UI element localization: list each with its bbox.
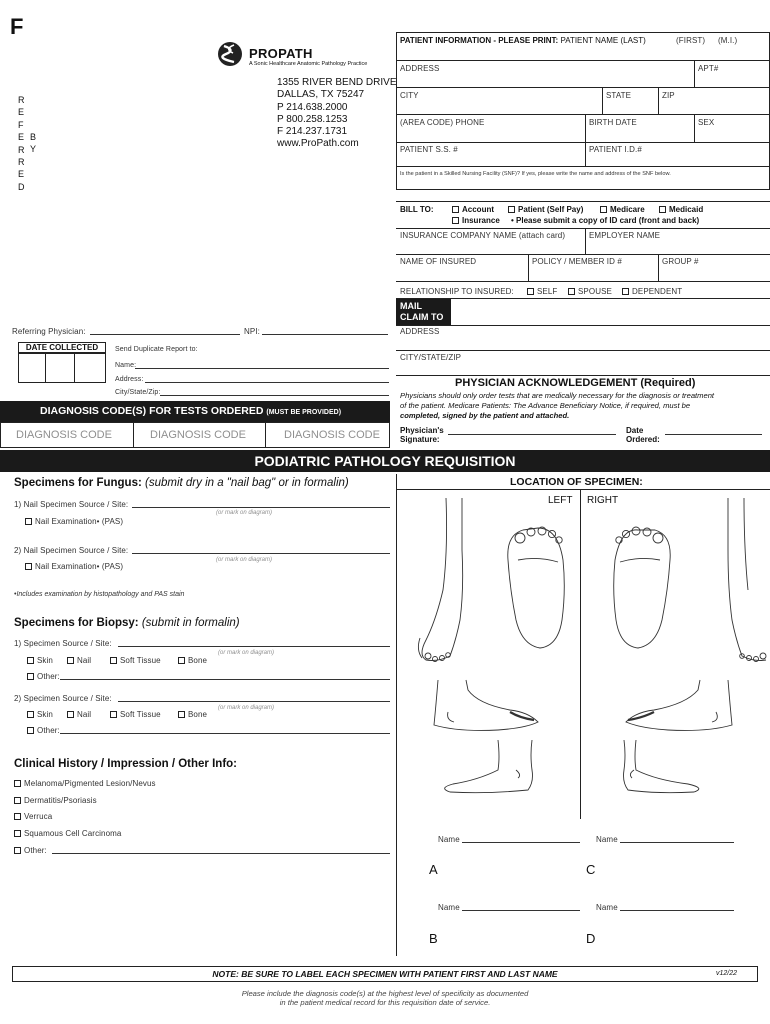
checkbox[interactable] xyxy=(14,797,21,804)
clinical-melanoma-option[interactable]: Melanoma/Pigmented Lesion/Nevus xyxy=(14,779,156,788)
clinical-other-option[interactable]: Other: xyxy=(14,846,47,855)
checkbox[interactable] xyxy=(27,727,34,734)
bill-medicare-option[interactable]: Medicare xyxy=(600,205,645,214)
form-letter: F xyxy=(10,14,24,39)
checkbox[interactable] xyxy=(67,711,74,718)
biopsy-2-other-line[interactable] xyxy=(60,733,390,734)
checkbox[interactable] xyxy=(508,206,515,213)
checkbox[interactable] xyxy=(110,657,117,664)
date-ordered-line[interactable] xyxy=(665,434,762,435)
clinical-scc-option[interactable]: Squamous Cell Carcinoma xyxy=(14,829,121,838)
insured-name-field[interactable]: NAME OF INSURED xyxy=(400,257,477,266)
fungus-source-2-label: 2) Nail Specimen Source / Site: xyxy=(14,546,129,555)
version-label: v12/22 xyxy=(716,970,738,977)
checkbox[interactable] xyxy=(452,217,459,224)
checkbox[interactable] xyxy=(110,711,117,718)
name-a-line[interactable] xyxy=(462,842,580,843)
checkbox[interactable] xyxy=(27,711,34,718)
signature-line[interactable] xyxy=(448,434,616,435)
diagnosis-code-2[interactable]: DIAGNOSIS CODE xyxy=(150,429,246,441)
policy-id-field[interactable]: POLICY / MEMBER ID # xyxy=(532,257,622,266)
fungus-footnote: •Includes examination by histopathology and PAS stain xyxy=(14,591,185,598)
bill-to-row: BILL TO: xyxy=(400,205,434,214)
biopsy-2-soft-tissue-option[interactable]: Soft Tissue xyxy=(110,710,161,719)
biopsy-2-bone-option[interactable]: Bone xyxy=(178,710,207,719)
name-c-label: Name xyxy=(596,835,618,844)
clinical-title: Clinical History / Impression / Other Info: xyxy=(14,758,238,770)
biopsy-1-soft-tissue-option[interactable]: Soft Tissue xyxy=(110,656,161,665)
biopsy-1-other-option[interactable]: Other: xyxy=(27,672,60,681)
insurance-company-field[interactable]: INSURANCE COMPANY NAME (attach card) xyxy=(400,231,566,240)
checkbox[interactable] xyxy=(14,780,21,787)
relationship-self-option[interactable]: SELF xyxy=(527,287,557,296)
mi-label: (M.I.) xyxy=(718,36,738,45)
specimen-d-label: D xyxy=(586,931,596,946)
checkbox[interactable] xyxy=(14,830,21,837)
npi-label: NPI: xyxy=(244,327,260,336)
ack-text: Physicians should only order tests that are medically necessary for the diagnosis or treatment of the patient. Medicare Patients: The Advance Beneficiary Notice, if required, must be completed, signed by the patient and attached. xyxy=(400,391,715,420)
snf-question: Is the patient in a Skilled Nursing Facility (SNF)? If yes, please write the name and address of the SNF below. xyxy=(400,171,671,177)
clinical-other-line[interactable] xyxy=(52,853,390,854)
ack-title: PHYSICIAN ACKNOWLEDGEMENT (Required) xyxy=(455,377,696,389)
clinical-dermatitis-option[interactable]: Dermatitis/Psoriasis xyxy=(14,796,97,805)
requisition-title: PODIATRIC PATHOLOGY REQUISITION xyxy=(0,450,770,472)
specimen-c-label: C xyxy=(586,862,596,877)
specimen-a-label: A xyxy=(429,862,438,877)
city-field[interactable]: CITY xyxy=(400,91,419,100)
footer-diag-note: Please include the diagnosis code(s) at the highest level of specificity as documented in the patient medical record for this requisition date of service. xyxy=(241,989,529,1007)
name-b-label: Name xyxy=(438,903,460,912)
group-field[interactable]: GROUP # xyxy=(662,257,699,266)
relationship-spouse-option[interactable]: SPOUSE xyxy=(568,287,612,296)
biopsy-2-nail-option[interactable]: Nail xyxy=(67,710,91,719)
name-d-line[interactable] xyxy=(620,910,734,911)
diagnosis-header: DIAGNOSIS CODE(S) FOR TESTS ORDERED (MUST BE PROVIDED) xyxy=(0,401,390,422)
right-label: RIGHT xyxy=(587,495,619,506)
phone-field[interactable]: (AREA CODE) PHONE xyxy=(400,118,485,127)
biopsy-source-2-label: 2) Specimen Source / Site: xyxy=(14,694,112,703)
bill-account-option[interactable]: Account xyxy=(452,205,494,214)
biopsy-1-skin-option[interactable]: Skin xyxy=(27,656,53,665)
checkbox[interactable] xyxy=(14,847,21,854)
fungus-source-2-line[interactable] xyxy=(132,553,390,554)
bill-insurance-option[interactable]: Insurance xyxy=(452,216,500,225)
insurance-note: • Please submit a copy of ID card (front and back) xyxy=(511,216,700,225)
fungus-mark-hint-2: (or mark on diagram) xyxy=(216,557,273,563)
name-d-label: Name xyxy=(596,903,618,912)
biopsy-1-nail-option[interactable]: Nail xyxy=(67,656,91,665)
dup-city-label: City/State/Zip: xyxy=(115,389,161,396)
referring-physician-label: Referring Physician: xyxy=(12,327,86,336)
dup-city-line[interactable] xyxy=(160,395,389,396)
biopsy-1-other-line[interactable] xyxy=(60,679,390,680)
date-ordered-label: Date Ordered: xyxy=(626,426,660,444)
state-field[interactable]: STATE xyxy=(606,91,632,100)
patient-name-label[interactable]: PATIENT INFORMATION - PLEASE PRINT: PATIENT NAME (LAST) xyxy=(400,36,646,45)
fungus-title: Specimens for Fungus: (submit dry in a "nail bag" or in formalin) xyxy=(14,477,349,489)
location-title: LOCATION OF SPECIMEN: xyxy=(510,476,643,488)
signature-label: Physician's Signature: xyxy=(400,426,444,444)
relationship-label: RELATIONSHIP TO INSURED: xyxy=(400,287,514,296)
nail-exam-1-option[interactable]: Nail Examination• (PAS) xyxy=(25,517,123,526)
biopsy-source-1-line[interactable] xyxy=(118,646,390,647)
lab-tagline: A Sonic Healthcare Anatomic Pathology Practice xyxy=(249,61,368,67)
checkbox[interactable] xyxy=(600,206,607,213)
zip-field[interactable]: ZIP xyxy=(662,91,675,100)
lab-name: PROPATH xyxy=(249,46,313,61)
biopsy-title: Specimens for Biopsy: (submit in formalin) xyxy=(14,617,240,629)
sex-field[interactable]: SEX xyxy=(698,118,715,127)
claim-city-field[interactable]: CITY/STATE/ZIP xyxy=(400,353,462,362)
send-duplicate-label: Send Duplicate Report to: xyxy=(115,346,198,353)
foot-diagram[interactable] xyxy=(398,490,768,820)
address-field[interactable]: ADDRESS xyxy=(400,64,440,73)
name-a-label: Name xyxy=(438,835,460,844)
apt-field[interactable]: APT# xyxy=(698,64,719,73)
name-c-line[interactable] xyxy=(620,842,734,843)
fungus-source-1-line[interactable] xyxy=(132,507,390,508)
checkbox[interactable] xyxy=(14,813,21,820)
diagnosis-code-1[interactable]: DIAGNOSIS CODE xyxy=(16,429,112,441)
bill-self-pay-option[interactable]: Patient (Self Pay) xyxy=(508,205,583,214)
claim-address-field[interactable]: ADDRESS xyxy=(400,327,440,336)
employer-field[interactable]: EMPLOYER NAME xyxy=(589,231,661,240)
checkbox[interactable] xyxy=(527,288,534,295)
checkbox[interactable] xyxy=(568,288,575,295)
biopsy-2-skin-option[interactable]: Skin xyxy=(27,710,53,719)
relationship-dependent-option[interactable]: DEPENDENT xyxy=(622,287,682,296)
ssn-field[interactable]: PATIENT S.S. # xyxy=(400,145,458,154)
patient-id-field[interactable]: PATIENT I.D.# xyxy=(589,145,642,154)
biopsy-mark-hint-2: (or mark on diagram) xyxy=(218,705,275,711)
checkbox[interactable] xyxy=(67,657,74,664)
dup-address-label: Address: xyxy=(115,376,144,383)
dup-address-line[interactable] xyxy=(145,382,389,383)
fungus-mark-hint-1: (or mark on diagram) xyxy=(216,510,273,516)
date-collected-boxes[interactable] xyxy=(18,353,106,383)
referring-physician-line[interactable] xyxy=(90,334,240,335)
checkbox[interactable] xyxy=(659,206,666,213)
biopsy-2-other-option[interactable]: Other: xyxy=(27,726,60,735)
referred-label: R E F E R R E D xyxy=(18,95,25,192)
checkbox[interactable] xyxy=(622,288,629,295)
checkbox[interactable] xyxy=(25,518,32,525)
nail-exam-2-option[interactable]: Nail Examination• (PAS) xyxy=(25,562,123,571)
checkbox[interactable] xyxy=(178,711,185,718)
diagnosis-code-3[interactable]: DIAGNOSIS CODE xyxy=(284,429,380,441)
propath-logo-icon xyxy=(218,40,242,68)
fungus-source-1-label: 1) Nail Specimen Source / Site: xyxy=(14,500,129,509)
biopsy-source-2-line[interactable] xyxy=(118,701,390,702)
specimen-b-label: B xyxy=(429,931,438,946)
dup-name-label: Name: xyxy=(115,362,137,369)
footer-note: NOTE: BE SURE TO LABEL EACH SPECIMEN WITH PATIENT FIRST AND LAST NAME xyxy=(212,969,558,979)
checkbox[interactable] xyxy=(27,673,34,680)
lab-address: 1355 RIVER BEND DRIVE DALLAS, TX 75247 P 214.638.2000 P 800.258.1253 F 214.237.1731 www.ProPath.com xyxy=(277,77,397,150)
npi-line[interactable] xyxy=(262,334,388,335)
biopsy-1-bone-option[interactable]: Bone xyxy=(178,656,207,665)
checkbox[interactable] xyxy=(25,563,32,570)
left-label: LEFT xyxy=(548,495,573,506)
by-label: B Y xyxy=(30,132,37,155)
birth-date-field[interactable]: BIRTH DATE xyxy=(589,118,637,127)
checkbox[interactable] xyxy=(452,206,459,213)
checkbox[interactable] xyxy=(178,657,185,664)
biopsy-mark-hint-1: (or mark on diagram) xyxy=(218,650,275,656)
bill-medicaid-option[interactable]: Medicaid xyxy=(659,205,703,214)
clinical-verruca-option[interactable]: Verruca xyxy=(14,812,52,821)
biopsy-source-1-label: 1) Specimen Source / Site: xyxy=(14,639,112,648)
first-name-label: (FIRST) xyxy=(676,36,706,45)
date-collected-label: DATE COLLECTED xyxy=(18,342,106,353)
mail-claim-label: MAIL CLAIM TO xyxy=(396,299,451,325)
checkbox[interactable] xyxy=(27,657,34,664)
name-b-line[interactable] xyxy=(462,910,580,911)
dup-name-line[interactable] xyxy=(135,368,389,369)
